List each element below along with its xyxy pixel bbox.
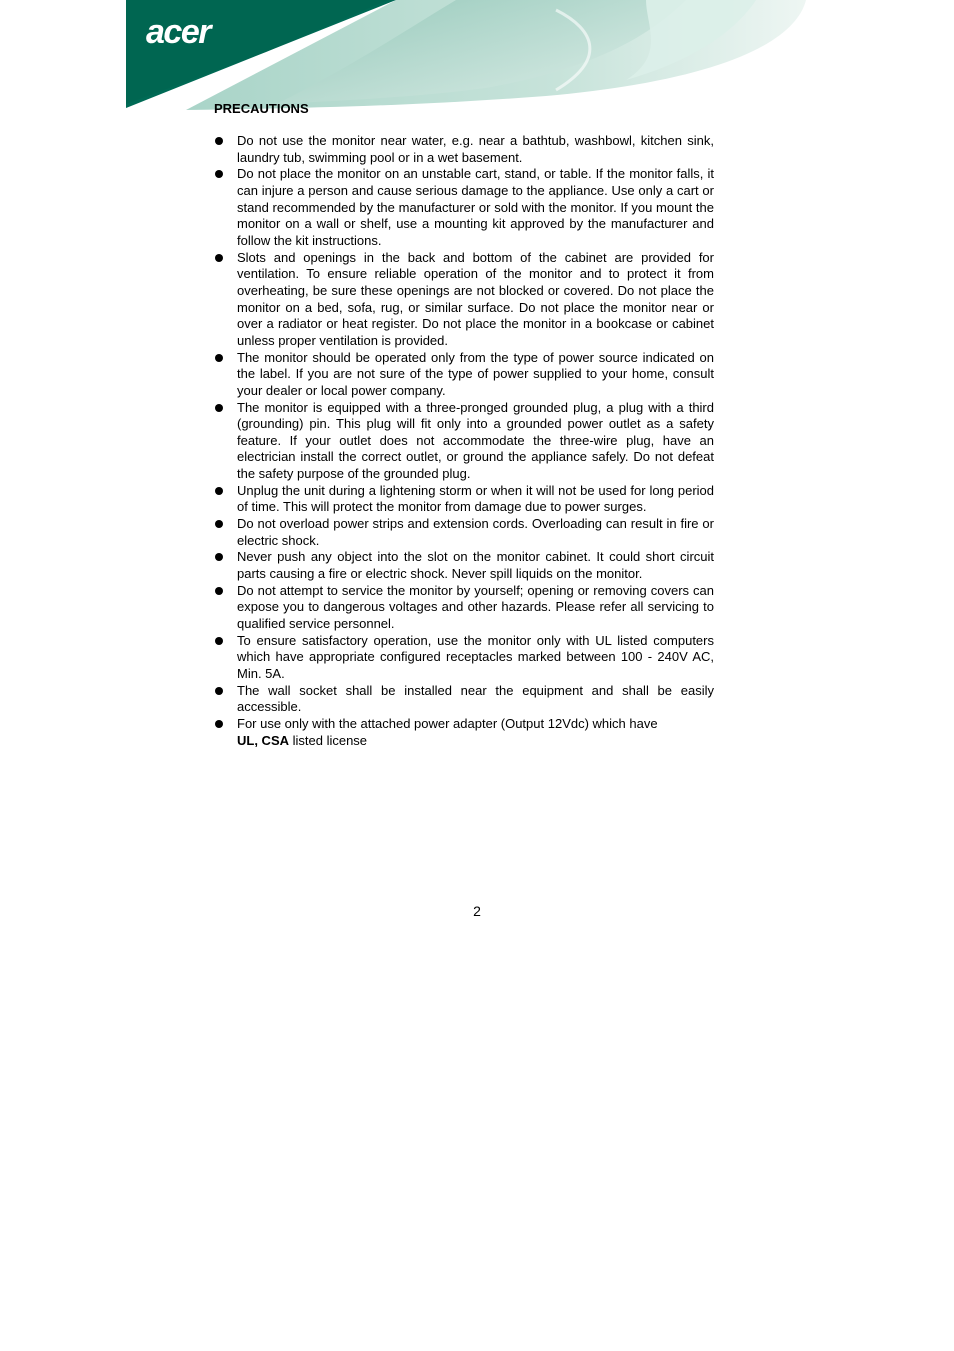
list-item-text: To ensure satisfactory operation, use the monitor only with UL listed computers which have appropriate configured receptacles marked between 100 - 240V AC, Min. 5A.	[237, 632, 714, 681]
list-item-text: Do not overload power strips and extension cords. Overloading can result in fire or electric shock.	[237, 516, 714, 548]
svg-text:acer: acer	[146, 13, 210, 51]
list-item	[214, 583, 714, 633]
acer-logo	[144, 10, 254, 60]
page-number: 2	[473, 903, 481, 919]
bullet-icon	[215, 254, 223, 262]
list-item-text: Do not use the monitor near water, e.g. near a bathtub, washbowl, kitchen sink, laundry tub, swimming pool or in a wet basement.	[237, 133, 714, 165]
precautions-list	[214, 133, 714, 749]
list-item-text: Do not place the monitor on an unstable cart, stand, or table. If the monitor falls, it can injure a person and cause serious damage to the appliance. Use only a cart or stand recommended by the manufacturer or sold with the monitor. If you mount the monitor on a wall or shelf, use a mounting kit approved by the manufacturer and follow the kit instructions.	[237, 166, 714, 248]
list-item	[214, 400, 714, 483]
page-title: PRECAUTIONS	[214, 101, 309, 116]
bullet-icon	[215, 637, 223, 645]
list-item	[214, 483, 714, 516]
list-item-suffix: listed license	[289, 732, 368, 748]
list-item-text: The wall socket shall be installed near the equipment and shall be easily accessible.	[237, 682, 714, 715]
bullet-icon	[215, 487, 223, 495]
list-item-text: Do not attempt to service the monitor by yourself; opening or removing covers can expose you to dangerous voltages and other hazards. Please refer all servicing to qualified service personnel.	[237, 582, 714, 632]
list-item	[214, 516, 714, 549]
list-item	[214, 133, 714, 166]
bullet-icon	[215, 687, 223, 695]
list-item-text: For use only with the attached power adapter (Output 12Vdc) which have	[237, 715, 658, 731]
list-item	[214, 250, 714, 350]
bullet-icon	[215, 720, 223, 728]
list-item-text: The monitor is equipped with a three-pronged grounded plug, a plug with a third (grounding) pin. This plug will fit only into a grounded power outlet as a safety feature. If your outlet does not accommodate the three-wire plug, have an electrician install the correct outlet, or ground the appliance safely. Do not defeat the safety purpose of the grounded plug.	[237, 399, 714, 482]
list-item-text: The monitor should be operated only from the type of power source indicated on the label. If you are not sure of the type of power supplied to your home, consult your dealer or local power company.	[237, 349, 714, 398]
bullet-icon	[215, 137, 223, 145]
list-item-text: Unplug the unit during a lightening storm or when it will not be used for long period of time. This will protect the monitor from damage due to power surges.	[237, 482, 714, 515]
list-item-power-adapter	[214, 716, 714, 749]
bullet-icon	[215, 520, 223, 528]
list-item	[214, 683, 714, 716]
bullet-icon	[215, 354, 223, 362]
list-item-text: Never push any object into the slot on the monitor cabinet. It could short circuit parts causing a fire or electric shock. Never spill liquids on the monitor.	[237, 549, 714, 582]
list-item	[214, 633, 714, 683]
certification-label: UL, CSA	[237, 732, 289, 748]
header-banner	[126, 0, 816, 112]
list-item	[214, 166, 714, 249]
bullet-icon	[215, 587, 223, 595]
list-item	[214, 350, 714, 400]
list-item-text: Slots and openings in the back and bottom of the cabinet are provided for ventilation. To ensure reliable operation of the monitor and to protect it from overheating, be sure these openings are not blocked or covered. Do not place the monitor on a bed, sofa, rug, or similar surface. Do not place the monitor near or over a radiator or heat register. Do not place the monitor in a bookcase or cabinet unless proper ventilation is provided.	[237, 249, 714, 348]
bullet-icon	[215, 553, 223, 561]
bullet-icon	[215, 404, 223, 412]
list-item	[214, 549, 714, 582]
bullet-icon	[215, 170, 223, 178]
